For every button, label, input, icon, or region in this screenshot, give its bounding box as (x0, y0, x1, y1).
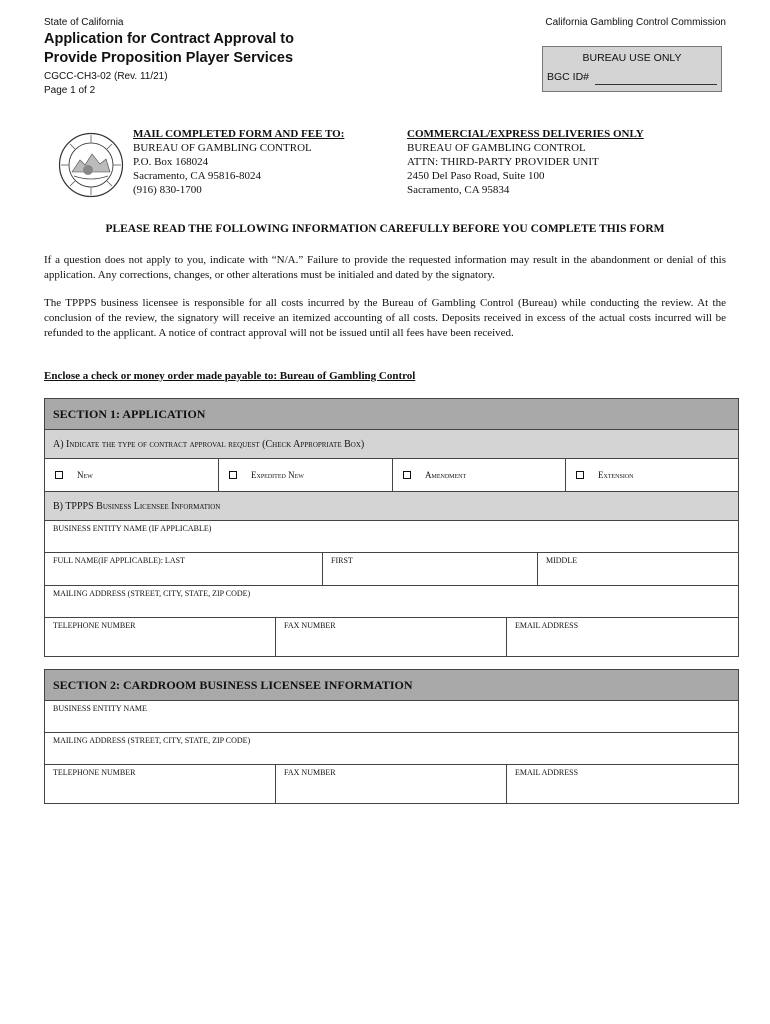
instructions-paragraph-2: The TPPPS business licensee is responsible for all costs incurred by the Bureau of Gambling Control (Bureau) while conducting the review. At the conclusion of the review, the signatory will receive an itemized accounting of all costs. Deposits received in excess of the actual costs incurred will be refunded to the applicant. A notice of contract approval will not be issued until all fees have been received. (44, 297, 726, 339)
mail-line1: BUREAU OF GAMBLING CONTROL (133, 142, 312, 154)
section-1-application (44, 398, 739, 657)
form-title (44, 30, 294, 68)
bureau-use-only-box (542, 46, 722, 92)
fax-field[interactable] (276, 618, 507, 656)
section-2-fax-label: FAX NUMBER (284, 768, 336, 777)
mail-address-block (133, 127, 344, 197)
email-label: EMAIL ADDRESS (515, 621, 579, 630)
section-2-mailing-row (45, 733, 738, 765)
first-name-field[interactable] (323, 553, 538, 585)
middle-name-field[interactable] (538, 553, 738, 585)
express-address-block (407, 127, 644, 197)
option-new[interactable] (45, 459, 219, 491)
section-2-email-label: EMAIL ADDRESS (515, 768, 579, 777)
express-heading: COMMERCIAL/EXPRESS DELIVERIES ONLY (407, 128, 644, 140)
amendment-checkbox[interactable] (403, 471, 411, 479)
full-name-row (45, 553, 738, 586)
mail-line2: P.O. Box 168024 (133, 156, 209, 168)
form-title-line1: Application for Contract Approval to (44, 31, 294, 47)
middle-name-label: MIDDLE (546, 556, 578, 565)
fax-label: FAX NUMBER (284, 621, 336, 630)
section-2-mailing-address-field[interactable] (45, 733, 738, 764)
bgc-id-label: BGC ID# (547, 71, 590, 83)
mail-heading: MAIL COMPLETED FORM AND FEE TO: (133, 128, 345, 140)
bgc-id-field[interactable] (595, 84, 717, 85)
business-entity-name-label: BUSINESS ENTITY NAME (IF APPLICABLE) (53, 524, 212, 533)
section-2-mailing-address-label: MAILING ADDRESS (STREET, CITY, STATE, ZIP CODE) (53, 736, 251, 745)
express-line1: BUREAU OF GAMBLING CONTROL (407, 142, 586, 154)
licensee-info-subheading-text: B) TPPPS Business Licensee Information (53, 501, 221, 512)
amendment-label: Amendment (425, 470, 467, 480)
telephone-label: TELEPHONE NUMBER (53, 621, 136, 630)
payment-instruction: Enclose a check or money order made payable to: Bureau of Gambling Control (44, 370, 416, 382)
form-number-block (44, 70, 168, 98)
section-2-contact-row (45, 765, 738, 803)
section-1-title: SECTION 1: APPLICATION (45, 399, 738, 430)
section-2-business-entity-row (45, 701, 738, 733)
email-field[interactable] (507, 618, 738, 656)
option-amendment[interactable] (393, 459, 566, 491)
section-2-telephone-label: TELEPHONE NUMBER (53, 768, 136, 777)
contract-type-subheading: A) Indicate the type of contract approval request (Check Appropriate Box) (45, 430, 738, 459)
mailing-address-label: MAILING ADDRESS (STREET, CITY, STATE, ZIP CODE) (53, 589, 251, 598)
section-2-cardroom (44, 669, 739, 804)
section-2-email-field[interactable] (507, 765, 738, 803)
last-name-field[interactable] (45, 553, 323, 585)
mailing-address-field[interactable] (45, 586, 738, 617)
contact-row (45, 618, 738, 656)
expedited-new-checkbox[interactable] (229, 471, 237, 479)
form-title-line2: Provide Proposition Player Services (44, 50, 294, 66)
first-name-label: FIRST (331, 556, 353, 565)
section-2-business-entity-label: BUSINESS ENTITY NAME (53, 704, 147, 713)
instructions-paragraph-1: If a question does not apply to you, indicate with “N/A.” Failure to provide the requested information may result in the abandonment or denial of this application. Any corrections, changes, or other alterations must be initialed and dated by the signatory. (44, 254, 726, 281)
bureau-use-only-title: BUREAU USE ONLY (582, 52, 682, 64)
section-2-fax-field[interactable] (276, 765, 507, 803)
business-entity-row (45, 521, 738, 553)
section-2-business-entity-field[interactable] (45, 701, 738, 732)
section-2-telephone-field[interactable] (45, 765, 276, 803)
option-extension[interactable] (566, 459, 738, 491)
california-seal-icon (58, 132, 124, 198)
state-label: State of California (44, 17, 124, 28)
commission-label: California Gambling Control Commission (545, 17, 726, 28)
form-number: CGCC-CH3-02 (Rev. 11/21) (44, 71, 168, 82)
expedited-new-label: Expedited New (251, 470, 304, 480)
express-line4: Sacramento, CA 95834 (407, 184, 510, 196)
new-label: New (77, 470, 93, 480)
extension-checkbox[interactable] (576, 471, 584, 479)
last-name-label: FULL NAME(IF APPLICABLE): LAST (53, 556, 185, 565)
mail-line3: Sacramento, CA 95816-8024 (133, 170, 262, 182)
mail-line4: (916) 830-1700 (133, 184, 202, 196)
section-2-title: SECTION 2: CARDROOM BUSINESS LICENSEE INFORMATION (45, 670, 738, 701)
telephone-field[interactable] (45, 618, 276, 656)
mailing-address-row (45, 586, 738, 618)
licensee-info-subheading (45, 492, 738, 521)
page-indicator: Page 1 of 2 (44, 85, 96, 96)
instructions-notice: PLEASE READ THE FOLLOWING INFORMATION CAREFULLY BEFORE YOU COMPLETE THIS FORM (105, 223, 665, 235)
option-expedited-new[interactable] (219, 459, 393, 491)
business-entity-name-field[interactable] (45, 521, 738, 552)
express-line3: 2450 Del Paso Road, Suite 100 (407, 170, 545, 182)
new-checkbox[interactable] (55, 471, 63, 479)
contract-type-options-row (45, 459, 738, 492)
express-line2: ATTN: THIRD-PARTY PROVIDER UNIT (407, 156, 599, 168)
extension-label: Extension (598, 470, 634, 480)
